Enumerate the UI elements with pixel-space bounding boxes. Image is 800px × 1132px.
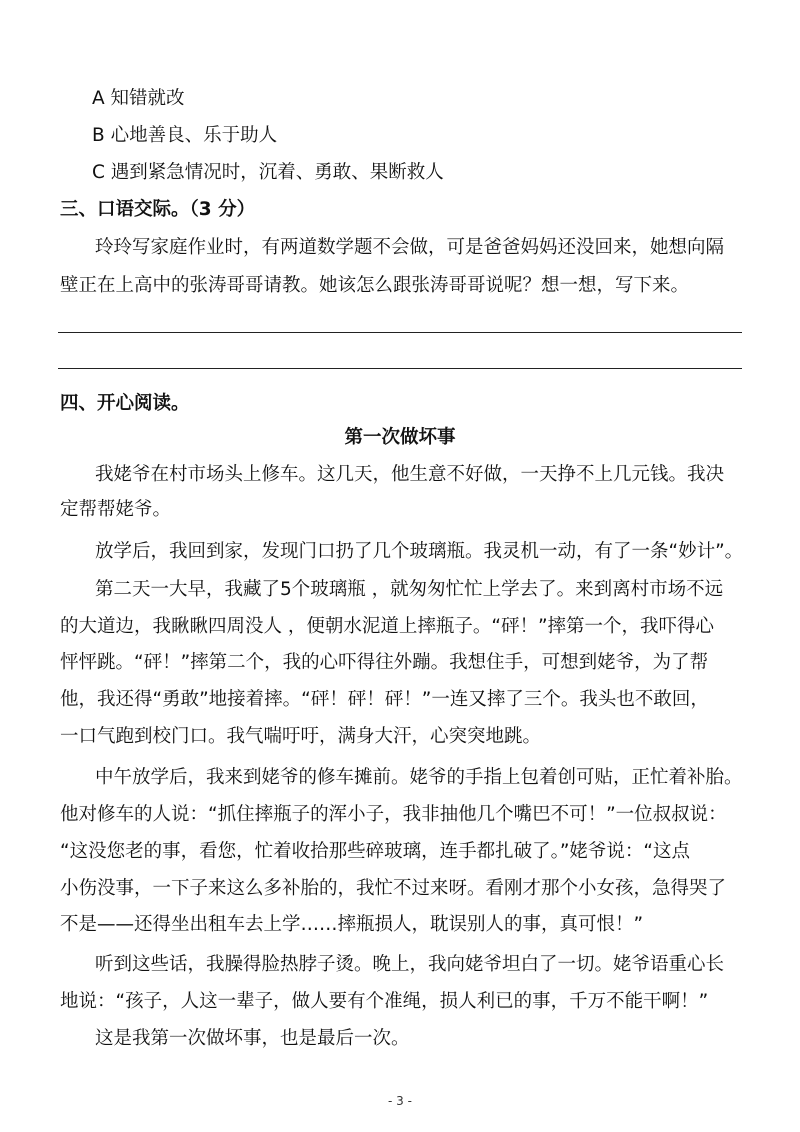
- story-line-10: 他对修车的人说：“抓住摔瓶子的浑小子，我非抽他几个嘴巴不可！”一位叔叔说：: [60, 804, 727, 825]
- story-line-1: 我姥爷在村市场头上修车。这几天，他生意不好做，一天挣不上几元钱。我决: [95, 464, 725, 485]
- story-line-7: 他，我还得“勇敢”地接着摔。“砰！砰！砰！”一连又摔了三个。我头也不敢回，: [60, 689, 709, 710]
- answer-line-1[interactable]: [58, 332, 742, 333]
- story-line-5: 的大道边，我瞅瞅四周没人 ，便朝水泥道上摔瓶子。“砰！”摔第一个，我吓得心: [60, 616, 715, 637]
- option-a: A 知错就改: [92, 88, 185, 109]
- section3-line-1: 玲玲写家庭作业时，有两道数学题不会做，可是爸爸妈妈还没回来，她想向隔: [95, 237, 725, 258]
- story-line-16: 这是我第一次做坏事，也是最后一次。: [95, 1028, 410, 1049]
- story-line-14: 听到这些话，我臊得脸热脖子烫。晚上，我向姥爷坦白了一切。姥爷语重心长: [95, 954, 725, 975]
- story-line-8: 一口气跑到校门口。我气喘吁吁，满身大汗，心突突地跳。: [60, 726, 542, 747]
- page-number: - 3 -: [388, 1094, 412, 1108]
- story-line-4: 第二天一大早，我藏了5个玻璃瓶 ，就匆匆忙忙上学去了。来到离村市场不远: [95, 579, 724, 600]
- story-line-6: 怦怦跳。“砰！”摔第二个，我的心吓得往外蹦。我想住手，可想到姥爷，为了帮: [60, 652, 709, 673]
- section3-line-2: 壁正在上高中的张涛哥哥请教。她该怎么跟张涛哥哥说呢？想一想，写下来。: [60, 275, 690, 296]
- section3-heading: 三、口语交际。（3 分）: [60, 199, 256, 220]
- story-line-12: 小伤没事，一下子来这么多补胎的，我忙不过来呀。看刚才那个小女孩，急得哭了: [60, 878, 727, 899]
- story-line-11: “这没您老的事，看您，忙着收拾那些碎玻璃，连手都扎破了。”姥爷说：“这点: [60, 841, 691, 862]
- story-line-9: 中午放学后，我来到姥爷的修车摊前。姥爷的手指上包着创可贴，正忙着补胎。: [95, 767, 743, 788]
- section4-heading: 四、开心阅读。: [60, 393, 190, 414]
- story-line-13: 不是——还得坐出租车去上学……摔瓶损人，耽误别人的事，真可恨！”: [60, 914, 644, 935]
- story-line-2: 定帮帮姥爷。: [60, 499, 172, 520]
- story-line-15: 地说：“孩子，人这一辈子，做人要有个准绳，损人利已的事，千万不能干啊！”: [60, 991, 709, 1012]
- story-line-3: 放学后，我回到家，发现门口扔了几个玻璃瓶。我灵机一动，有了一条“妙计”。: [95, 541, 744, 562]
- option-c: C 遇到紧急情况时，沉着、勇敢、果断救人: [92, 162, 444, 183]
- option-b: B 心地善良、乐于助人: [92, 125, 278, 146]
- story-title: 第一次做坏事: [344, 427, 456, 448]
- answer-line-2[interactable]: [58, 368, 742, 369]
